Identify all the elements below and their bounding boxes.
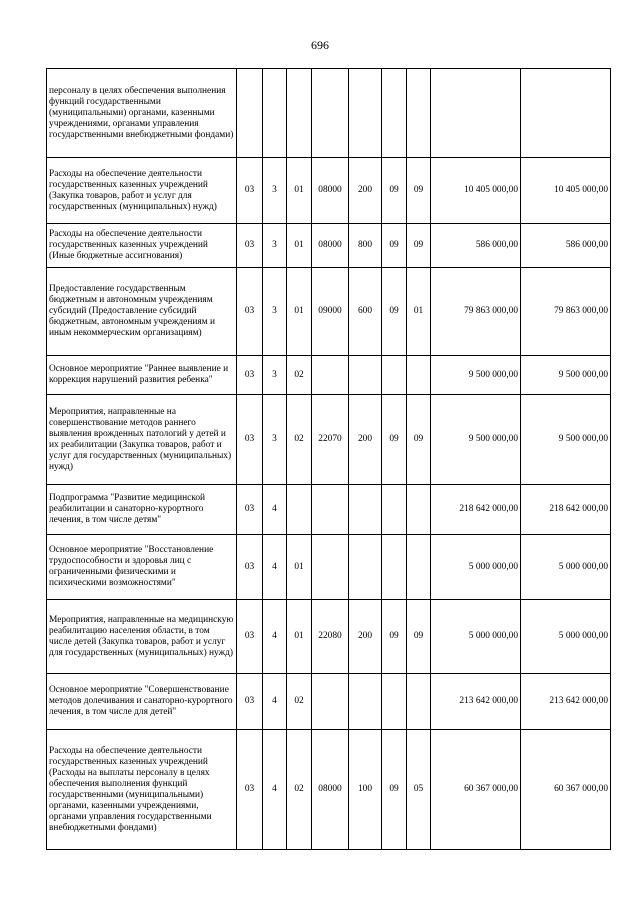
code-expense-type	[349, 69, 382, 158]
code-direction: 08000	[312, 158, 349, 224]
table-row	[47, 224, 611, 268]
code-subprogram	[263, 69, 287, 158]
code-expense-type	[349, 535, 382, 600]
code-subsection: 05	[407, 730, 431, 850]
code-direction: 09000	[312, 268, 349, 356]
code-subprogram: 4	[263, 535, 287, 600]
code-subsection: 09	[407, 158, 431, 224]
code-program: 03	[237, 674, 263, 730]
code-subsection	[407, 485, 431, 535]
amount-plan: 60 367 000,00	[431, 730, 521, 850]
code-program: 03	[237, 600, 263, 674]
code-direction	[312, 485, 349, 535]
code-direction: 22070	[312, 395, 349, 485]
code-program: 03	[237, 395, 263, 485]
item-name: Расходы на обеспечение деятельности государственных казенных учреждений (Закупка товаров, работ и услуг для государственных (муниципальных) нужд)	[47, 158, 237, 224]
code-subprogram: 3	[263, 224, 287, 268]
code-expense-type: 100	[349, 730, 382, 850]
item-name: Расходы на обеспечение деятельности государственных казенных учреждений (Расходы на выплаты персоналу в целях обеспечения выполнения функций государственными (муниципальными) органами, казенными учреждениями, органами управления государственными внебюджетными фондами)	[47, 730, 237, 850]
code-expense-type	[349, 356, 382, 395]
code-section	[382, 69, 407, 158]
code-subprogram: 4	[263, 730, 287, 850]
amount-total: 586 000,00	[521, 224, 611, 268]
amount-plan: 9 500 000,00	[431, 356, 521, 395]
amount-total: 10 405 000,00	[521, 158, 611, 224]
table-row	[47, 69, 611, 158]
code-subsection: 01	[407, 268, 431, 356]
code-section	[382, 674, 407, 730]
code-expense-type: 200	[349, 395, 382, 485]
code-event: 01	[287, 268, 312, 356]
code-section: 09	[382, 600, 407, 674]
item-name: Основное мероприятие "Восстановление трудоспособности и здоровья лиц с ограниченными физическими и психическими возможностями"	[47, 535, 237, 600]
code-direction	[312, 69, 349, 158]
item-name: Подпрограмма "Развитие медицинской реабилитации и санаторно-курортного лечения, в том числе детям"	[47, 485, 237, 535]
code-subsection	[407, 674, 431, 730]
item-name: Предоставление государственным бюджетным и автономным учреждениям субсидий (Предоставление субсидий бюджетным, автономным учреждениям и иным некоммерческим организациям)	[47, 268, 237, 356]
code-subsection: 09	[407, 224, 431, 268]
table-row	[47, 485, 611, 535]
code-event: 01	[287, 224, 312, 268]
code-expense-type: 200	[349, 158, 382, 224]
table-row	[47, 356, 611, 395]
code-program: 03	[237, 158, 263, 224]
code-direction	[312, 535, 349, 600]
code-section	[382, 356, 407, 395]
code-event: 02	[287, 730, 312, 850]
amount-total: 9 500 000,00	[521, 356, 611, 395]
code-program: 03	[237, 268, 263, 356]
amount-plan: 586 000,00	[431, 224, 521, 268]
page-number: 696	[311, 38, 329, 52]
code-direction: 08000	[312, 224, 349, 268]
table-row	[47, 158, 611, 224]
code-section	[382, 535, 407, 600]
code-event: 01	[287, 535, 312, 600]
code-direction: 22080	[312, 600, 349, 674]
code-subprogram: 3	[263, 395, 287, 485]
code-direction	[312, 356, 349, 395]
code-program: 03	[237, 730, 263, 850]
table-row	[47, 730, 611, 850]
table-body	[47, 69, 611, 850]
table-row	[47, 535, 611, 600]
amount-plan: 5 000 000,00	[431, 535, 521, 600]
code-subprogram: 4	[263, 674, 287, 730]
amount-total: 79 863 000,00	[521, 268, 611, 356]
code-subsection	[407, 356, 431, 395]
code-expense-type: 800	[349, 224, 382, 268]
amount-total: 60 367 000,00	[521, 730, 611, 850]
item-name: Мероприятия, направленные на совершенствование методов раннего выявления врожденных патологий у детей и их реабилитации (Закупка товаров, работ и услуг для государственных (муниципальных) нужд)	[47, 395, 237, 485]
code-subsection: 09	[407, 600, 431, 674]
code-subprogram: 3	[263, 158, 287, 224]
code-program: 03	[237, 224, 263, 268]
amount-plan: 79 863 000,00	[431, 268, 521, 356]
code-program	[237, 69, 263, 158]
code-expense-type	[349, 485, 382, 535]
code-expense-type: 600	[349, 268, 382, 356]
code-direction: 08000	[312, 730, 349, 850]
item-name: Расходы на обеспечение деятельности государственных казенных учреждений (Иные бюджетные ассигнования)	[47, 224, 237, 268]
amount-plan: 218 642 000,00	[431, 485, 521, 535]
code-section	[382, 485, 407, 535]
amount-plan: 10 405 000,00	[431, 158, 521, 224]
table-row	[47, 600, 611, 674]
item-name: Основное мероприятие "Раннее выявление и коррекция нарушений развития ребенка"	[47, 356, 237, 395]
amount-plan: 213 642 000,00	[431, 674, 521, 730]
amount-total: 5 000 000,00	[521, 535, 611, 600]
code-expense-type	[349, 674, 382, 730]
budget-table	[46, 68, 611, 850]
code-program: 03	[237, 485, 263, 535]
amount-plan: 5 000 000,00	[431, 600, 521, 674]
item-name: Мероприятия, направленные на медицинскую реабилитацию населения области, в том числе детей (Закупка товаров, работ и услуг для государственных (муниципальных) нужд)	[47, 600, 237, 674]
code-expense-type: 200	[349, 600, 382, 674]
code-section: 09	[382, 158, 407, 224]
amount-total: 5 000 000,00	[521, 600, 611, 674]
code-event: 02	[287, 674, 312, 730]
item-name: персоналу в целях обеспечения выполнения функций государственными (муниципальными) органами, казенными учреждениями, органами управления государственными внебюджетными фондами)	[47, 69, 237, 158]
amount-total: 9 500 000,00	[521, 395, 611, 485]
code-event	[287, 69, 312, 158]
item-name: Основное мероприятие "Совершенствование методов долечивания и санаторно-курортного лечения, в том числе для детей"	[47, 674, 237, 730]
amount-total	[521, 69, 611, 158]
code-subsection	[407, 69, 431, 158]
table-row	[47, 268, 611, 356]
code-section: 09	[382, 268, 407, 356]
code-event: 01	[287, 158, 312, 224]
amount-total: 213 642 000,00	[521, 674, 611, 730]
code-direction	[312, 674, 349, 730]
code-subsection: 09	[407, 395, 431, 485]
table-row	[47, 674, 611, 730]
amount-plan: 9 500 000,00	[431, 395, 521, 485]
code-event	[287, 485, 312, 535]
code-subprogram: 4	[263, 600, 287, 674]
code-section: 09	[382, 224, 407, 268]
code-subprogram: 4	[263, 485, 287, 535]
code-event: 02	[287, 395, 312, 485]
code-section: 09	[382, 730, 407, 850]
code-subprogram: 3	[263, 356, 287, 395]
code-program: 03	[237, 356, 263, 395]
amount-total: 218 642 000,00	[521, 485, 611, 535]
code-program: 03	[237, 535, 263, 600]
code-event: 01	[287, 600, 312, 674]
table-row	[47, 395, 611, 485]
code-subprogram: 3	[263, 268, 287, 356]
code-event: 02	[287, 356, 312, 395]
amount-plan	[431, 69, 521, 158]
code-subsection	[407, 535, 431, 600]
code-section: 09	[382, 395, 407, 485]
